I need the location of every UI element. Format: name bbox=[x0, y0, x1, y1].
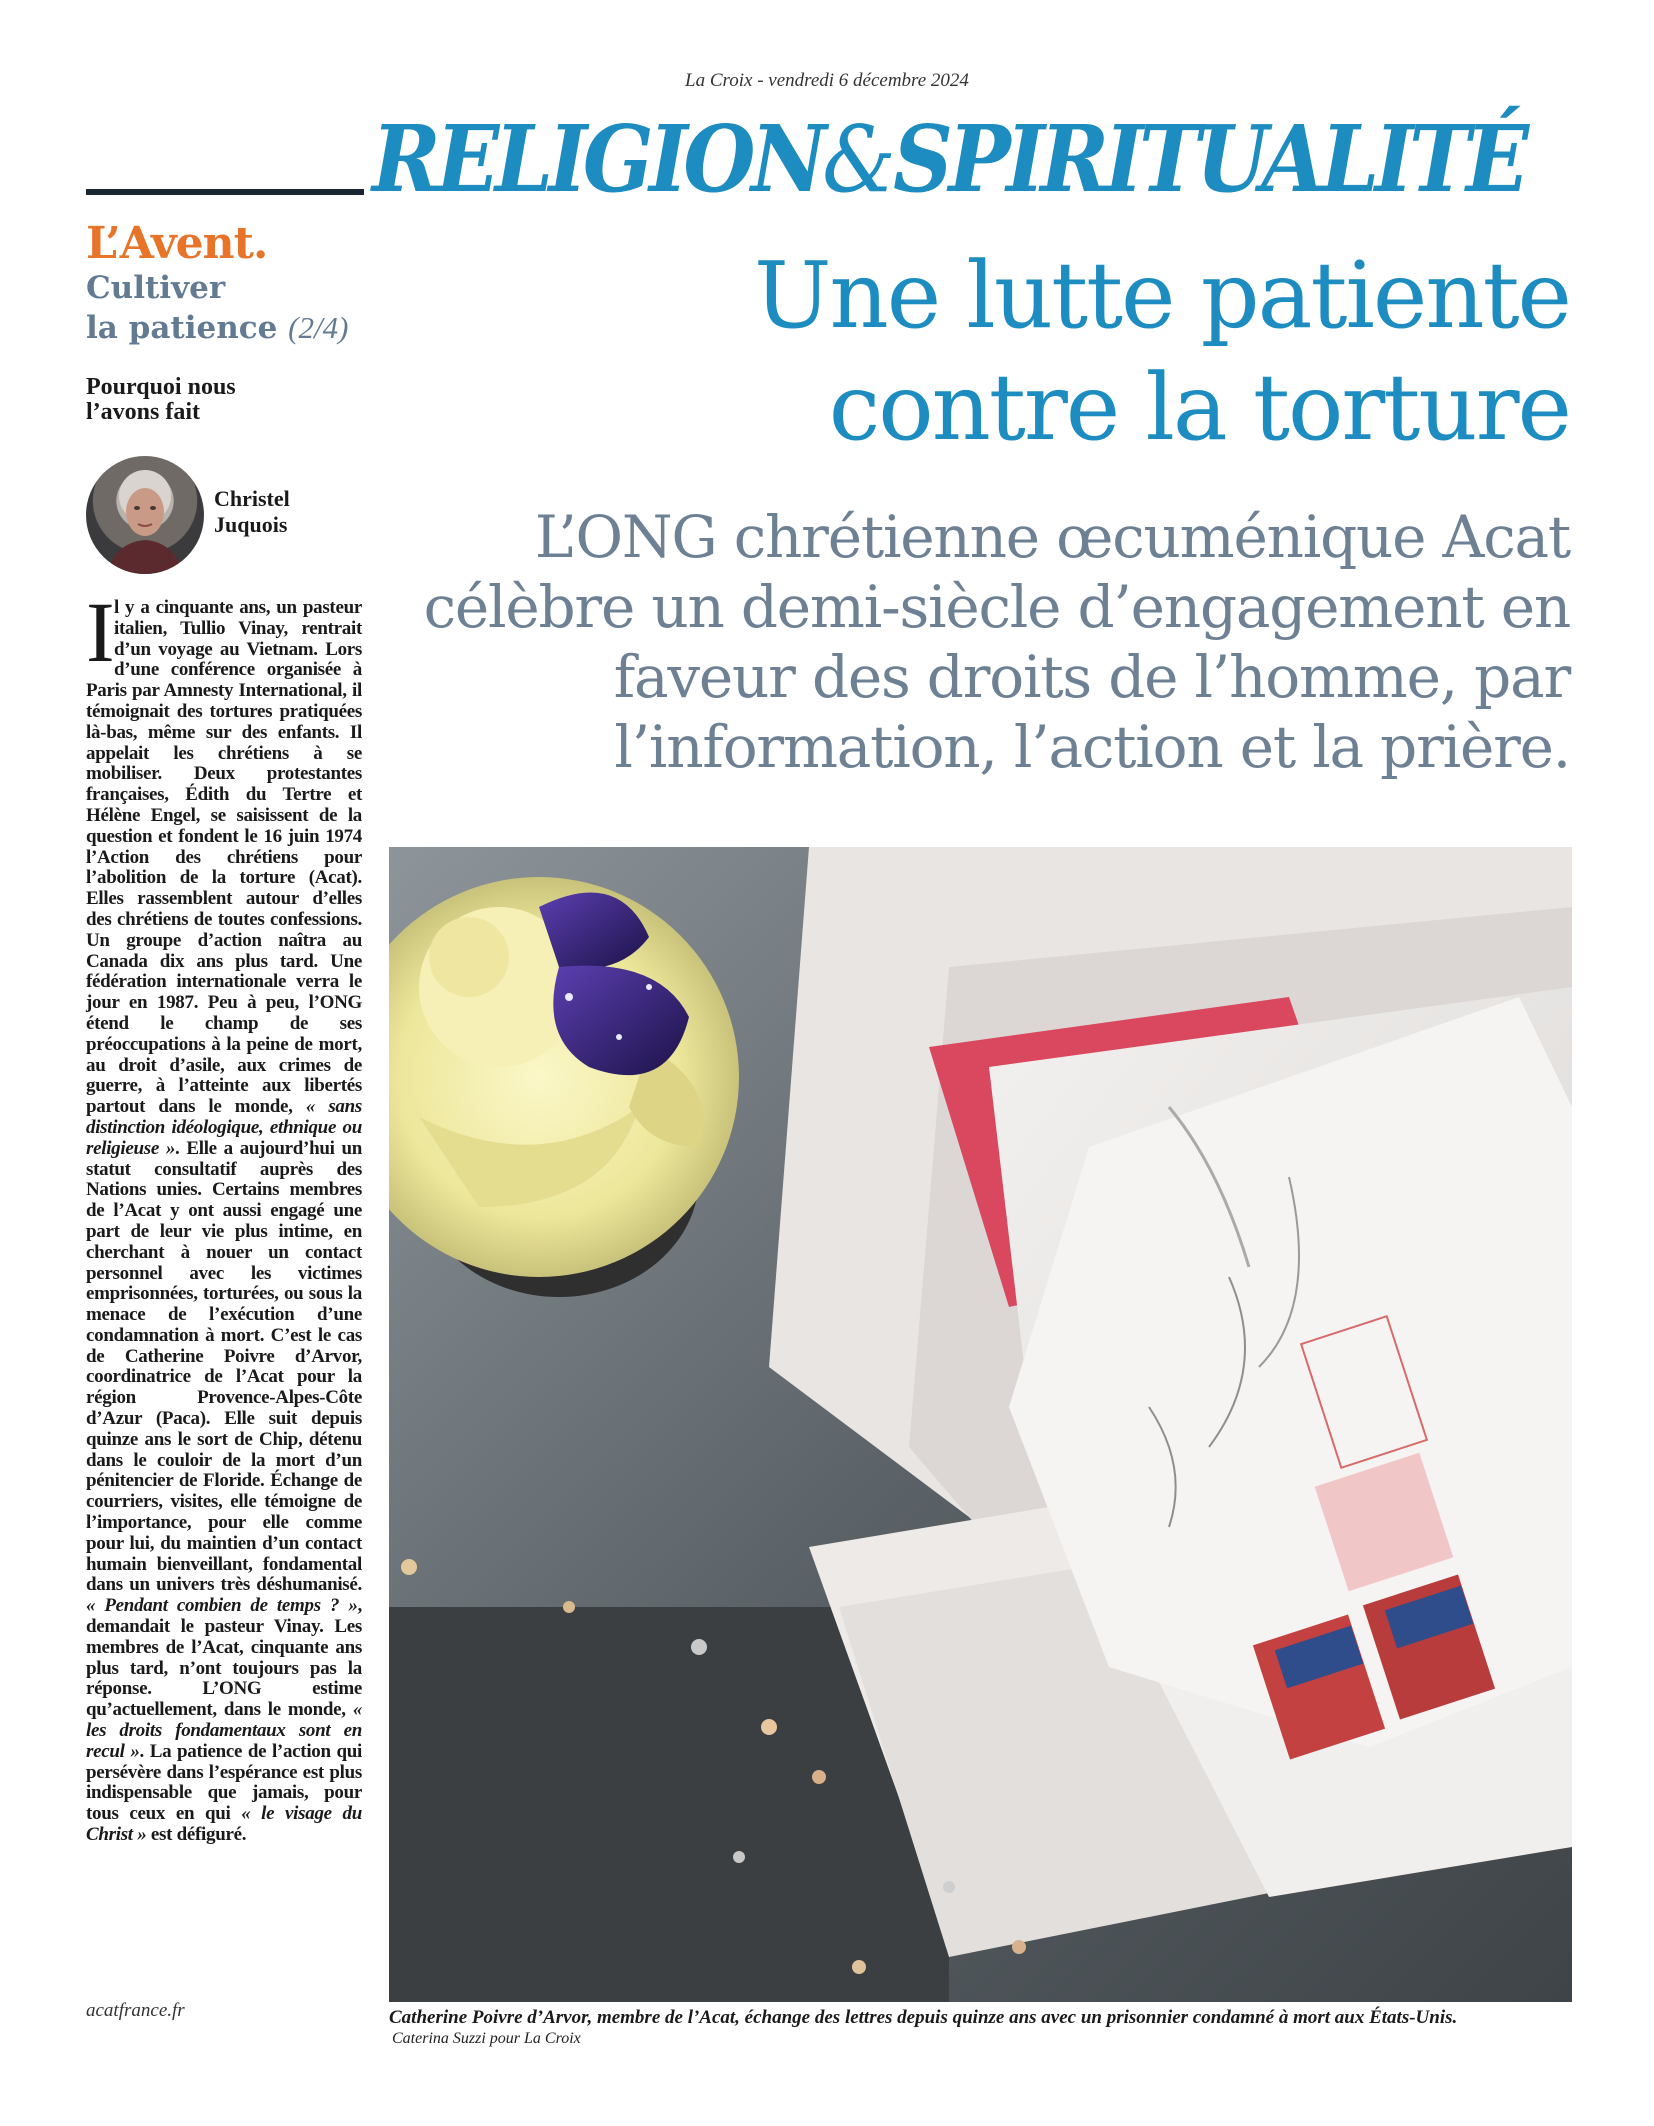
author-name bbox=[214, 486, 334, 538]
body-text-4: . La patience de l’action qui persévère dans l’espérance est plus indispensable que jamais, pour tous ceux en qui bbox=[86, 1740, 362, 1825]
section-rubric bbox=[372, 104, 1525, 214]
standfirst: L’ONG chrétienne œcuménique Acat célèbre un demi-siècle d’engagement en faveur des droits de l’homme, par l’information, l’action et la prière. bbox=[423, 503, 1570, 781]
series-subtitle-line2: la patience bbox=[86, 310, 278, 346]
body-text-5: est défiguré. bbox=[150, 1824, 247, 1846]
author-avatar bbox=[86, 456, 204, 574]
headline-line2: contre la torture bbox=[828, 354, 1570, 461]
article-photo bbox=[389, 847, 1572, 2002]
photo-caption: Catherine Poivre d’Arvor, membre de l’Acat, échange des lettres depuis quinze ans avec un prisonnier condamné à mort aux États-Unis. bbox=[389, 2007, 1458, 2028]
drop-cap: I bbox=[86, 584, 115, 680]
source-link[interactable]: acatfrance.fr bbox=[86, 2000, 185, 2021]
why-line1: Pourquoi nous bbox=[86, 374, 236, 400]
why-heading bbox=[86, 375, 286, 425]
headline bbox=[440, 240, 1570, 464]
series-label: L’Avent. bbox=[86, 218, 268, 269]
photo-illustration bbox=[389, 847, 1572, 2002]
body-quote-1: « sans distinction idéologique, ethnique ou religieuse » bbox=[86, 1096, 362, 1159]
body-text-1: l y a cinquante ans, un pasteur italien, Tullio Vinay, rentrait d’un voyage au Vietnam. Lors d’une conférence organisée à Paris par Amnesty International, il témoignait des tortures pratiquées là-bas, même sur des enfants. Il appelait les chrétiens à se mobiliser. Deux protestantes françaises, Édith du Tertre et Hélène Engel, se saisissent de la question et fondent le 16 juin 1974 l’Action des chrétiens pour l’abolition de la torture (Acat). Elles rassemblent autour d’elles des chrétiens de toutes confessions. Un groupe d’action naîtra au Canada dix ans plus tard. Une fédération internationale verra le jour en 1987. Peu à peu, l’ONG étend le champ de ses préoccupations à la peine de mort, au droit d’asile, aux crimes de guerre, à l’atteinte aux libertés partout dans le monde, bbox=[86, 597, 362, 1118]
body-quote-3: « les droits fondamentaux sont en recul » bbox=[86, 1699, 363, 1762]
headline-line1: Une lutte patiente bbox=[753, 242, 1570, 349]
body-text-2: . Elle a aujourd’hui un statut consultatif auprès des Nations unies. Certains membres de l’Acat y ont aussi engagé une part de leur vie plus intime, en cherchant à nouer un contact personnel avec les victimes emprisonnées, torturées, ou sous la menace de l’exécution d’une condamnation à mort. C’est le cas de Catherine Poivre d’Arvor, coordinatrice de l’Acat pour la région Provence-Alpes-Côte d’Azur (Paca). Elle suit depuis quinze ans le sort de Chip, détenu dans le couloir de la mort d’un pénitencier de Floride. Échange de courriers, visites, elle témoigne de l’importance, pour elle comme pour lui, du maintien d’un contact humain bienveillant, fondamental dans un univers très déshumanisé. bbox=[86, 1137, 362, 1596]
author-last-name: Juquois bbox=[214, 512, 288, 537]
rubric-ampersand: & bbox=[822, 106, 894, 213]
series-subtitle bbox=[86, 268, 386, 348]
series-subtitle-line1: Cultiver bbox=[86, 270, 226, 306]
body-quote-2: « Pendant combien de temps ? » bbox=[86, 1595, 358, 1617]
why-line2: l’avons fait bbox=[86, 399, 200, 425]
series-part: (2/4) bbox=[288, 310, 349, 345]
rubric-part1: RELIGION bbox=[372, 105, 823, 213]
rubric-rule bbox=[86, 189, 364, 195]
author-first-name: Christel bbox=[214, 486, 290, 511]
author-portrait bbox=[86, 456, 204, 574]
running-head: La Croix - vendredi 6 décembre 2024 bbox=[685, 70, 969, 91]
body-quote-4: « le visage du Christ » bbox=[86, 1803, 362, 1846]
body-text-3: , demandait le pasteur Vinay. Les membres de l’Acat, cinquante ans plus tard, n’ont toujours pas la réponse. L’ONG estime qu’actuellement, dans le monde, bbox=[86, 1595, 362, 1721]
photo-credit: Caterina Suzzi pour La Croix bbox=[392, 2030, 581, 2047]
article-body bbox=[86, 598, 362, 1978]
rubric-part2: SPIRITUALITÉ bbox=[893, 105, 1525, 213]
